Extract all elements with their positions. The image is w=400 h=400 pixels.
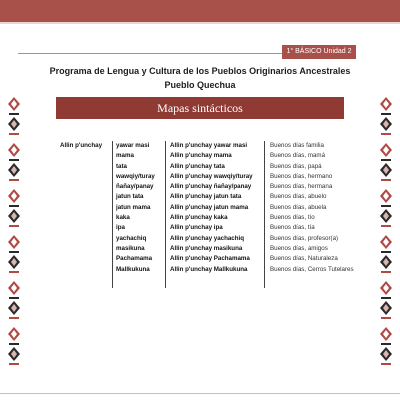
- andean-motif-icon: [379, 234, 393, 274]
- phrase-cell: Allin p'unchay mama: [170, 152, 232, 160]
- andean-motif-icon: [379, 96, 393, 136]
- table-row: [56, 162, 356, 172]
- andean-motif-icon: [7, 234, 21, 274]
- phrase-cell: Allin p'unchay Mallkukuna: [170, 265, 248, 273]
- unit-divider: [18, 53, 282, 54]
- left-border-pattern: [6, 96, 22, 396]
- translation-cell: Buenos días, abuelo: [270, 193, 327, 201]
- translation-cell: Buenos días, Naturaleza: [270, 255, 338, 263]
- page-subtitle: Pueblo Quechua: [164, 80, 236, 90]
- phrase-cell: Allin p'unchay tata: [170, 162, 225, 170]
- andean-motif-icon: [379, 142, 393, 182]
- table-row: [56, 244, 356, 254]
- translation-cell: Buenos días, tío: [270, 214, 315, 222]
- phrase-cell: Allin p'unchay jatun mama: [170, 203, 249, 211]
- table-row: [56, 213, 356, 223]
- word-cell: yachachiq: [116, 234, 147, 242]
- translation-cell: Buenos días, amigos: [270, 244, 328, 252]
- andean-motif-icon: [7, 142, 21, 182]
- table-row: [56, 151, 356, 161]
- table-row: [56, 223, 356, 233]
- andean-motif-icon: [7, 96, 21, 136]
- top-band-stripe: [0, 22, 400, 24]
- table-row: [56, 265, 356, 275]
- word-cell: jatun mama: [116, 203, 151, 211]
- word-cell: masikuna: [116, 244, 145, 252]
- word-cell: ipa: [116, 224, 125, 232]
- header: [40, 64, 360, 92]
- phrase-cell: Allin p'unchay ñañay/panay: [170, 183, 252, 191]
- table-row: [56, 192, 356, 202]
- word-cell: Mallkukuna: [116, 265, 150, 273]
- right-border-pattern: [378, 96, 394, 396]
- root-phrase: Allin p'unchay: [60, 142, 103, 149]
- table-row: [56, 182, 356, 192]
- translation-cell: Buenos días familia: [270, 142, 324, 149]
- word-cell: tata: [116, 162, 128, 170]
- phrase-cell: Allin p'unchay Pachamama: [170, 255, 250, 263]
- word-cell: ñañay/panay: [116, 183, 154, 191]
- phrase-cell: Allin p'unchay wawqiy/turay: [170, 172, 253, 180]
- table-row: [56, 254, 356, 264]
- translation-cell: Buenos días, abuela: [270, 203, 327, 211]
- phrase-cell: Allin p'unchay kaka: [170, 214, 228, 222]
- syntactic-map-table: [56, 141, 356, 275]
- translation-cell: Buenos días, Cerros Tutelares: [270, 265, 354, 273]
- translation-cell: Buenos días, papá: [270, 162, 322, 170]
- word-cell: Pachamama: [116, 255, 153, 263]
- page-title: Programa de Lengua y Cultura de los Pueblos Originarios Ancestrales: [49, 66, 351, 76]
- word-cell: wawqiy/turay: [116, 172, 155, 180]
- translation-cell: Buenos días, tía: [270, 224, 315, 232]
- andean-motif-icon: [379, 188, 393, 228]
- word-cell: kaka: [116, 214, 130, 222]
- phrase-cell: Allin p'unchay jatun tata: [170, 193, 242, 201]
- translation-cell: Buenos días, mamá: [270, 152, 326, 160]
- phrase-cell: Allin p'unchay ipa: [170, 224, 223, 232]
- translation-cell: Buenos días, hermana: [270, 183, 333, 191]
- table-row: [56, 141, 356, 151]
- andean-motif-icon: [7, 280, 21, 320]
- word-cell: jatun tata: [116, 193, 144, 201]
- translation-cell: Buenos días, hermano: [270, 172, 333, 180]
- phrase-cell: Allin p'unchay yawar masi: [170, 142, 248, 149]
- translation-cell: Buenos días, profesor(a): [270, 234, 339, 242]
- unit-badge: 1° BÁSICO Unidad 2: [282, 45, 356, 59]
- table-row: [56, 203, 356, 213]
- phrase-cell: Allin p'unchay masikuna: [170, 244, 243, 252]
- table-row: [56, 172, 356, 182]
- section-banner: Mapas sintácticos: [56, 97, 344, 119]
- phrase-cell: Allin p'unchay yachachiq: [170, 234, 245, 242]
- andean-motif-icon: [7, 326, 21, 366]
- bottom-divider: [0, 393, 400, 394]
- andean-motif-icon: [7, 188, 21, 228]
- table-row: [56, 234, 356, 244]
- andean-motif-icon: [379, 326, 393, 366]
- top-decorative-band: [0, 0, 400, 22]
- word-cell: yawar masi: [116, 142, 150, 149]
- word-cell: mama: [116, 152, 134, 160]
- andean-motif-icon: [379, 280, 393, 320]
